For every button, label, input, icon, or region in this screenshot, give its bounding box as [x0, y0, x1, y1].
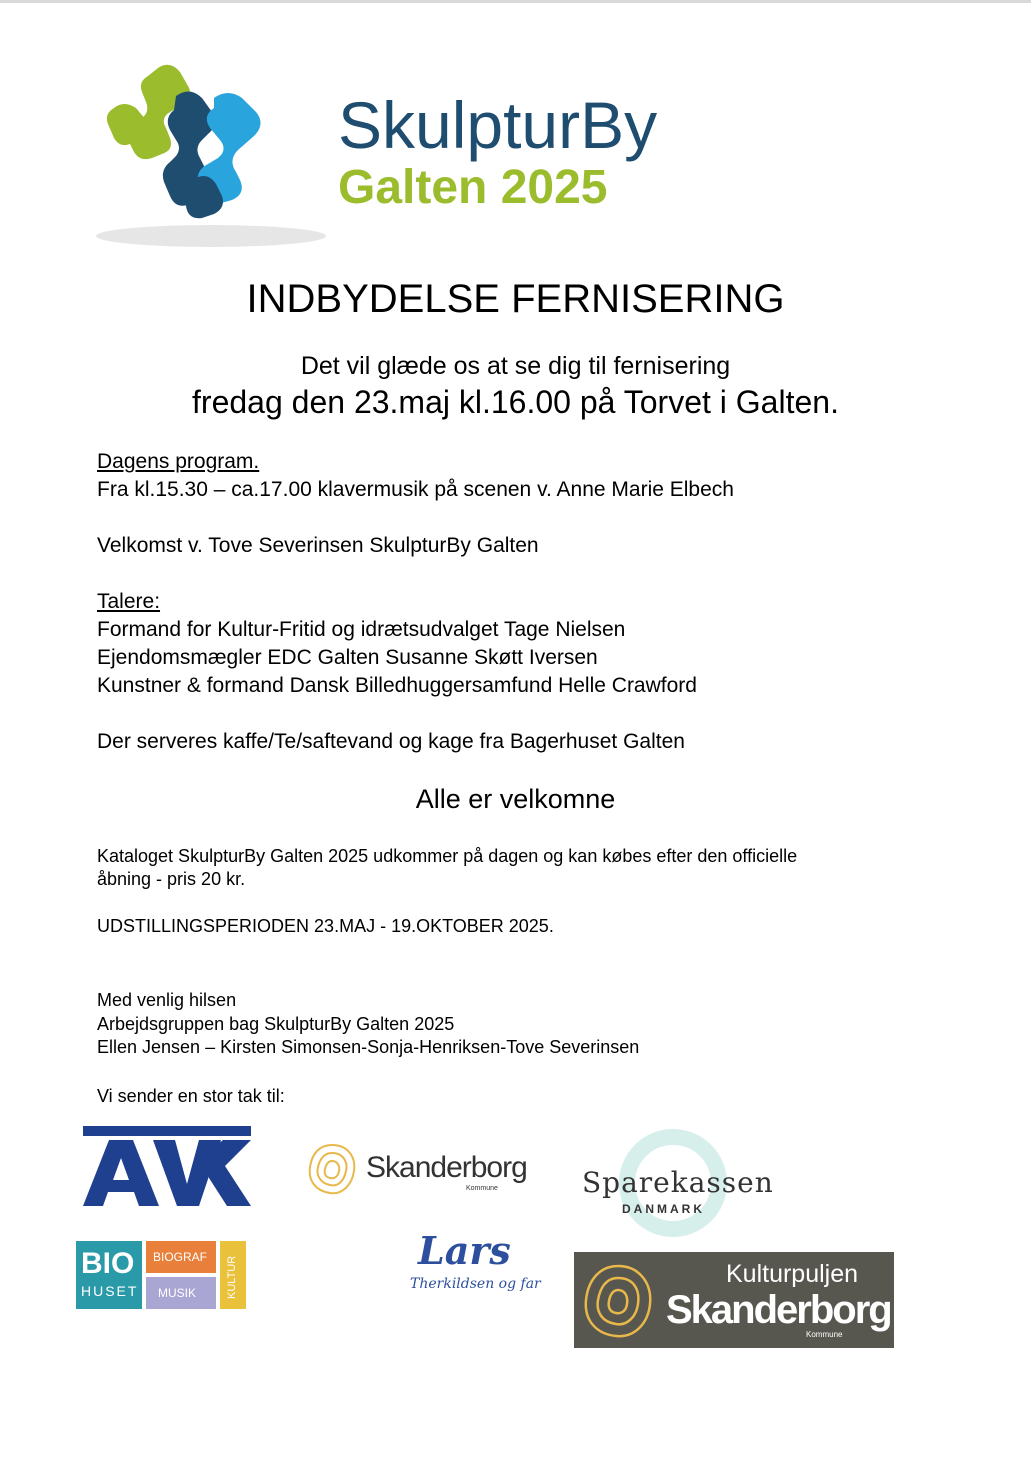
kulturpuljen-sub: Kommune	[806, 1330, 843, 1339]
catalog-line-1: Kataloget SkulpturBy Galten 2025 udkommer på dagen og kan købes efter den officielle	[97, 846, 798, 866]
speaker-item: Formand for Kultur-Fritid og idrætsudvalget Tage Nielsen	[97, 618, 626, 641]
biograf-block	[146, 1241, 216, 1273]
biohuset-block	[76, 1241, 142, 1309]
program-welcome: Velkomst v. Tove Severinsen SkulpturBy Galten	[97, 534, 539, 557]
kultur-block	[220, 1241, 246, 1309]
lars-sub: Therkildsen og far	[410, 1276, 541, 1292]
top-border	[0, 0, 1031, 3]
skulpturby-logo	[96, 60, 736, 250]
welcome-all: Alle er velkomne	[415, 784, 616, 814]
avk-logo	[83, 1126, 251, 1206]
speaker-item: Ejendomsmægler EDC Galten Susanne Skøtt Iversen	[97, 646, 598, 669]
lars-logo	[408, 1228, 541, 1300]
speaker-item: Kunstner & formand Dansk Billedhuggersamfund Helle Crawford	[97, 674, 697, 697]
signature-names: Ellen Jensen – Kirsten Simonsen-Sonja-Henriksen-Tove Severinsen	[97, 1037, 640, 1057]
exhibition-period: UDSTILLINGSPERIODEN 23.MAJ - 19.OKTOBER 2025.	[97, 916, 554, 936]
kultur-label: KULTUR	[226, 1255, 238, 1299]
biohuset-huset: HUSET	[81, 1283, 139, 1299]
musik-label: MUSIK	[158, 1286, 197, 1300]
biohuset-bio: BIO	[81, 1247, 135, 1280]
lars-name: Lars	[418, 1228, 511, 1273]
catalog-line-2: åbning - pris 20 kr.	[97, 869, 246, 889]
intro-line-1: Det vil glæde os at se dig til fernisering	[300, 352, 731, 380]
thanks-text: Vi sender en stor tak til:	[97, 1086, 285, 1106]
program-title: Dagens program.	[97, 450, 260, 473]
sparekassen-name: Sparekassen	[582, 1166, 774, 1199]
avk-mark-icon	[83, 1126, 251, 1206]
logo-mark-icon	[96, 60, 336, 250]
logo-subtitle: Galten 2025	[338, 161, 608, 214]
signature-greeting: Med venlig hilsen	[97, 990, 237, 1010]
kulturpuljen-name: Skanderborg	[666, 1288, 891, 1332]
skanderborg-name: Skanderborg	[366, 1151, 527, 1184]
biohuset-logo	[76, 1241, 246, 1309]
kulturpuljen-rings-icon	[580, 1262, 656, 1342]
skanderborg-rings-icon	[306, 1141, 358, 1197]
kulturpuljen-logo	[574, 1252, 894, 1348]
sparekassen-logo	[580, 1128, 774, 1238]
program-music: Fra kl.15.30 – ca.17.00 klavermusik på scenen v. Anne Marie Elbech	[97, 478, 734, 501]
biograf-label: BIOGRAF	[153, 1250, 208, 1264]
page-title: INDBYDELSE FERNISERING	[246, 277, 785, 321]
skanderborg-logo	[306, 1141, 526, 1201]
logo-title: SkulpturBy	[338, 88, 658, 162]
musik-block	[146, 1277, 216, 1309]
refreshments: Der serveres kaffe/Te/saftevand og kage fra Bagerhuset Galten	[97, 730, 685, 753]
sparekassen-sub: DANMARK	[622, 1202, 705, 1216]
intro-line-2: fredag den 23.maj kl.16.00 på Torvet i Galten.	[192, 384, 839, 420]
kulturpuljen-title: Kulturpuljen	[726, 1260, 859, 1288]
speakers-title: Talere:	[97, 590, 161, 613]
skanderborg-sub: Kommune	[466, 1185, 498, 1192]
signature-group: Arbejdsgruppen bag SkulpturBy Galten 2025	[97, 1014, 455, 1034]
